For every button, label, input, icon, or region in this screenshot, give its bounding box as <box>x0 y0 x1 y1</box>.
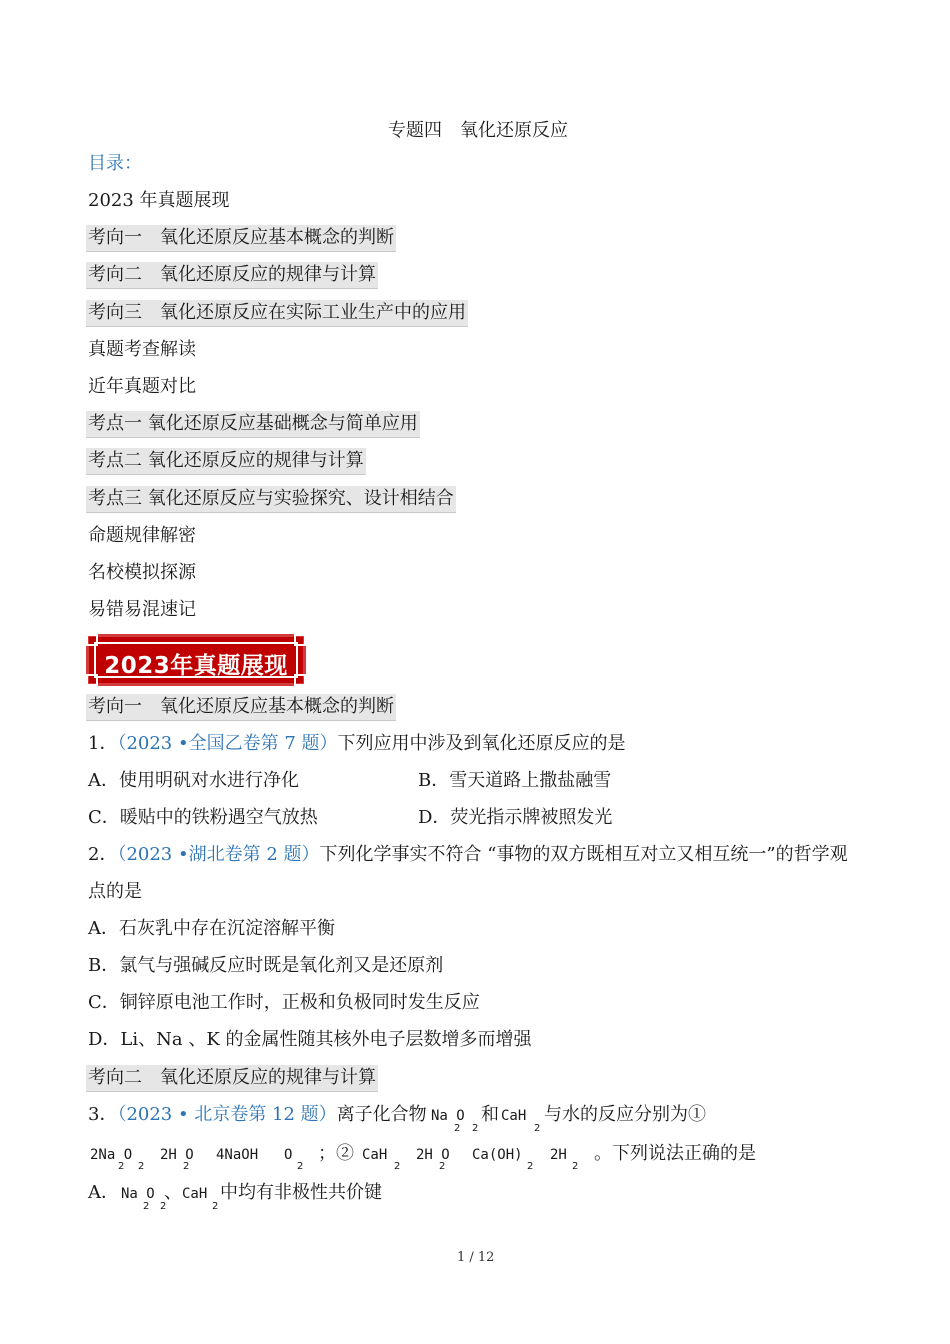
subscript: 2 <box>297 1161 304 1172</box>
toc-item[interactable] <box>86 263 378 287</box>
toc-item-label: 考点二 氧化还原反应的规律与计算 <box>86 448 366 475</box>
toc-item-label: 2023 年真题展现 <box>88 190 230 211</box>
option-b: B．氯气与强碱反应时既是氧化剂又是还原剂 <box>88 955 444 976</box>
subscript: 2 <box>439 1161 446 1172</box>
option-c: C．铜锌原电池工作时，正极和负极同时发生反应 <box>88 992 480 1013</box>
subscript: 2 <box>143 1201 150 1212</box>
option-c: C．暖贴中的铁粉遇空气放热 <box>88 807 318 828</box>
toc-item-label: 考点一 氧化还原反应基础概念与简单应用 <box>86 411 420 438</box>
subscript: 2 <box>212 1201 219 1212</box>
toc-item-label: 考向三 氧化还原反应在实际工业生产中的应用 <box>86 300 468 327</box>
option-b: B．雪天道路上撒盐融雪 <box>418 770 612 791</box>
section-heading: 考向一 氧化还原反应基本概念的判断 <box>86 694 396 721</box>
subscript: 2 <box>183 1161 190 1172</box>
toc-item[interactable] <box>88 189 230 213</box>
formula-cah2: CaH <box>501 1108 527 1124</box>
banner-text: 2023年真题展现 <box>104 653 288 679</box>
option-a: 中均有非极性共价键 <box>220 1182 382 1203</box>
page-number: 1 / 12 <box>457 1250 495 1265</box>
conjunction: 和 <box>481 1104 499 1125</box>
equation-term: 2H O <box>416 1147 450 1163</box>
formula-cah2: CaH <box>182 1186 208 1202</box>
option-a-label: A． <box>88 1182 119 1203</box>
toc-item-label: 真题考查解读 <box>88 339 196 360</box>
subscript: 2 <box>138 1161 145 1172</box>
equation-term: 2H O <box>160 1147 194 1163</box>
question-3 <box>88 1103 427 1127</box>
section-heading: 考向二 氧化还原反应的规律与计算 <box>86 1065 378 1092</box>
subscript: 2 <box>527 1161 534 1172</box>
toc-item[interactable] <box>88 338 196 362</box>
question-1 <box>88 732 626 756</box>
subscript: 2 <box>160 1201 167 1212</box>
question-stem-continued: 点的是 <box>88 881 142 902</box>
section-banner <box>86 634 306 686</box>
question-number: 2． <box>88 844 118 865</box>
separator: 、 <box>164 1182 182 1203</box>
toc-label: 目录： <box>88 153 142 174</box>
question-stem: 下列应用中涉及到氧化还原反应的是 <box>337 733 626 754</box>
toc-item[interactable] <box>88 598 196 622</box>
equation-term: CaH <box>362 1147 388 1163</box>
page-title: 专题四 氧化还原反应 <box>388 120 568 141</box>
toc-item[interactable] <box>88 375 196 399</box>
subscript: 2 <box>572 1161 579 1172</box>
formula-na2o2: Na O <box>121 1186 155 1202</box>
equation-term: 2H <box>550 1147 567 1163</box>
toc-item[interactable] <box>86 412 420 436</box>
subscript: 2 <box>472 1123 479 1134</box>
question-stem: 下列化学事实不符合 “事物的双方既相互对立又相互统一”的哲学观 <box>319 844 848 865</box>
option-a: A．使用明矾对水进行净化 <box>88 770 299 791</box>
equation-term: 2Na O <box>90 1147 133 1163</box>
toc-item[interactable] <box>86 487 456 511</box>
question-source: （2023 •湖北卷第 2 题） <box>117 844 320 865</box>
question-stem: 离子化合物 <box>336 1104 427 1125</box>
toc-item-label: 考向一 氧化还原反应基本概念的判断 <box>86 225 396 252</box>
subscript: 2 <box>118 1161 125 1172</box>
toc-item-label: 易错易混速记 <box>88 599 196 620</box>
subscript: 2 <box>394 1161 401 1172</box>
toc-item[interactable] <box>88 561 196 585</box>
toc-item[interactable] <box>86 226 396 250</box>
toc-item[interactable] <box>86 301 468 325</box>
equation-term: O <box>284 1147 293 1163</box>
toc-item[interactable] <box>88 524 196 548</box>
equation-term: 4NaOH <box>216 1147 259 1163</box>
subscript: 2 <box>534 1123 541 1134</box>
option-d: D．荧光指示牌被照发光 <box>418 807 613 828</box>
toc-item-label: 考向二 氧化还原反应的规律与计算 <box>86 262 378 289</box>
toc-item-label: 名校模拟探源 <box>88 562 196 583</box>
toc-item[interactable] <box>86 449 366 473</box>
option-a: A．石灰乳中存在沉淀溶解平衡 <box>88 918 335 939</box>
subscript: 2 <box>454 1123 461 1134</box>
question-stem: 。下列说法正确的是 <box>594 1143 756 1164</box>
question-source: （2023 •全国乙卷第 7 题） <box>117 733 338 754</box>
question-number: 3． <box>88 1104 118 1125</box>
toc-item-label: 命题规律解密 <box>88 525 196 546</box>
question-source: （2023 • 北京卷第 12 题） <box>117 1104 337 1125</box>
separator: ；② <box>318 1143 354 1164</box>
option-d: D．Li、Na 、K 的金属性随其核外电子层数增多而增强 <box>88 1029 532 1050</box>
equation-term: Ca(OH) <box>472 1147 523 1163</box>
formula-na2o2: Na O <box>431 1108 465 1124</box>
toc-item-label: 近年真题对比 <box>88 376 196 397</box>
question-stem: 与水的反应分别为① <box>544 1104 706 1125</box>
question-2 <box>88 843 848 867</box>
question-number: 1． <box>88 733 118 754</box>
toc-item-label: 考点三 氧化还原反应与实验探究、设计相结合 <box>86 486 456 513</box>
